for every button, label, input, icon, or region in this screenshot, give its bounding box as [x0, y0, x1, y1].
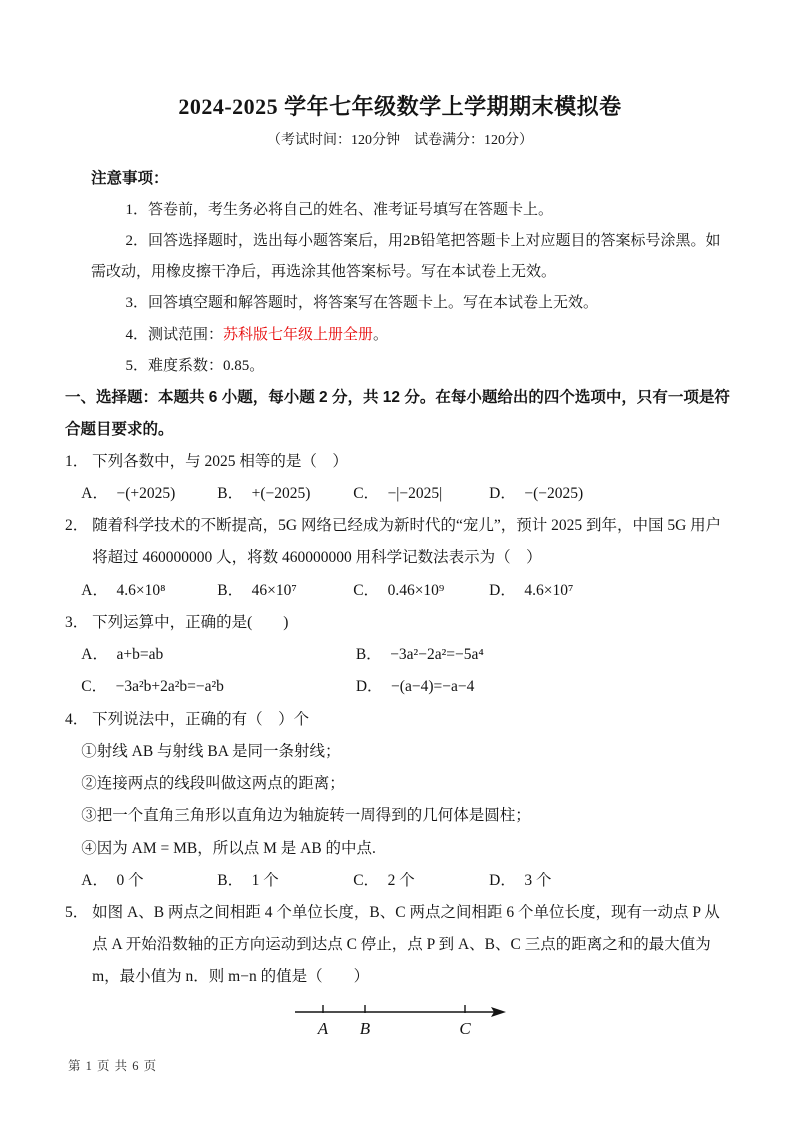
- option-text: −|−2025|: [387, 484, 443, 502]
- question-1: [65, 446, 735, 510]
- notice-item-5: 5．难度系数：0.85。: [125, 357, 265, 374]
- option-text: 1 个: [251, 871, 279, 889]
- option-text: 0 个: [116, 871, 144, 889]
- question-3-stem: 下列运算中，正确的是( ): [92, 613, 289, 631]
- point-label-c: C: [458, 1018, 471, 1038]
- question-5: [65, 897, 735, 1049]
- question-4-options: [65, 865, 735, 897]
- question-4: [65, 704, 735, 897]
- notice-item-2: 2．回答选择题时，选出每小题答案后，用2B铅笔把答题卡上对应题目的答案标号涂黑。如需改动，用橡皮擦干净后，再选涂其他答案标号。写在本试卷上无效。: [91, 232, 721, 281]
- option-text: 46×10⁷: [251, 581, 297, 599]
- question-3-option-a: [81, 639, 356, 671]
- option-text: −(−2025): [524, 484, 584, 502]
- option-text: a+b=ab: [116, 646, 164, 664]
- question-2-option-a: [81, 575, 217, 607]
- option-text: −3a²b+2a²b=−a²b: [115, 678, 224, 696]
- option-text: 2 个: [387, 871, 415, 889]
- option-label: A．: [81, 484, 108, 502]
- question-3-options-row-1: [65, 639, 735, 671]
- question-4-statement-1: ①射线 AB 与射线 BA 是同一条射线；: [81, 742, 341, 760]
- question-1-stem-row: [65, 446, 735, 478]
- question-4-option-d: [489, 865, 625, 897]
- question-3-number: 3．: [65, 613, 89, 631]
- question-3-option-c: [81, 671, 356, 703]
- notice-item-4-prefix: 4．测试范围：: [125, 326, 224, 343]
- question-1-stem: 下列各数中，与 2025 相等的是（ ）: [92, 452, 348, 470]
- exam-info: （考试时间：120分钟 试卷满分：120分）: [267, 133, 533, 148]
- option-label: A．: [81, 581, 108, 599]
- question-5-stem: 如图 A、B 两点之间相距 4 个单位长度，B、C 两点之间相距 6 个单位长度，现有一动点 P 从点 A 开始沿数轴的正方向运动到达点 C 停止，点 P 到 A、B、C 三点的距离之和的最大值为 m，最小值为 n．则 m−n 的值是（ ）: [92, 904, 720, 986]
- question-4-number: 4．: [65, 710, 89, 728]
- option-label: D．: [489, 484, 516, 502]
- question-1-options: [65, 478, 735, 510]
- question-1-option-a: [81, 478, 217, 510]
- option-text: −(a−4)=−a−4: [391, 678, 475, 696]
- notice-item-3: 3．回答填空题和解答题时，将答案写在答题卡上。写在本试卷上无效。: [125, 295, 599, 312]
- option-label: A．: [81, 871, 108, 889]
- question-5-diagram: [65, 998, 735, 1049]
- option-text: 4.6×10⁸: [116, 581, 166, 599]
- page-footer: 第 1 页 共 6 页: [68, 1059, 158, 1073]
- point-label-a: A: [317, 1018, 328, 1038]
- option-label: C．: [353, 484, 380, 502]
- notices-section: [91, 163, 735, 382]
- option-text: +(−2025): [251, 484, 311, 502]
- numberline-diagram: [293, 998, 508, 1044]
- notice-item-1: 1．答卷前，考生务必将自己的姓名、准考证号填写在答题卡上。: [125, 201, 554, 218]
- option-label: D．: [355, 678, 383, 696]
- question-4-statement-3: ③把一个直角三角形以直角边为轴旋转一周得到的几何体是圆柱；: [81, 807, 531, 825]
- question-3: [65, 607, 735, 704]
- question-2-option-b: [217, 575, 353, 607]
- notice-item-4-suffix: 。: [373, 326, 389, 343]
- question-4-statements: [65, 736, 735, 865]
- notice-item-4: [91, 320, 735, 351]
- notices-heading: 注意事项：: [91, 170, 169, 187]
- option-label: C．: [353, 581, 380, 599]
- option-text: −(+2025): [116, 484, 176, 502]
- question-1-number: 1．: [65, 452, 89, 470]
- question-4-stem-row: [65, 704, 735, 736]
- option-text: 0.46×10⁹: [387, 581, 445, 599]
- question-3-stem-row: [65, 607, 735, 639]
- question-4-option-b: [217, 865, 353, 897]
- question-2-number: 2．: [65, 517, 89, 535]
- question-5-stem-row: [65, 897, 735, 994]
- question-1-option-d: [489, 478, 625, 510]
- option-label: B．: [217, 581, 244, 599]
- option-label: B．: [355, 646, 382, 664]
- question-2-stem: 随着科学技术的不断提高，5G 网络已经成为新时代的“宠儿”，预计 2025 到年，中国 5G 用户将超过 460000000 人，将数 460000000 用科学记数法表示为（ ）: [92, 517, 722, 567]
- option-label: A．: [81, 646, 108, 664]
- option-label: B．: [217, 484, 244, 502]
- notice-item-4-scope: 苏科版七年级上册全册: [223, 326, 374, 343]
- question-2-stem-row: [65, 510, 735, 574]
- option-label: B．: [217, 871, 244, 889]
- question-4-option-a: [81, 865, 217, 897]
- question-4-stem: 下列说法中，正确的有（ ）个: [92, 710, 310, 728]
- section-1-heading: 一、选择题：本题共 6 小题，每小题 2 分，共 12 分。在每小题给出的四个选项中，只有一项是符合题目要求的。: [65, 388, 730, 438]
- question-1-option-b: [217, 478, 353, 510]
- option-label: C．: [81, 678, 108, 696]
- question-4-statement-4: ④因为 AM = MB，所以点 M 是 AB 的中点.: [81, 839, 376, 857]
- option-text: 3 个: [524, 871, 552, 889]
- question-4-statement-2: ②连接两点的线段叫做这两点的距离；: [81, 775, 345, 793]
- question-4-option-c: [353, 865, 489, 897]
- question-2-option-c: [353, 575, 489, 607]
- question-5-number: 5．: [65, 904, 89, 922]
- option-text: 4.6×10⁷: [524, 581, 574, 599]
- point-label-b: B: [359, 1018, 370, 1038]
- question-2-option-d: [489, 575, 625, 607]
- question-3-option-b: [356, 639, 631, 671]
- option-label: D．: [489, 581, 516, 599]
- question-2-options: [65, 575, 735, 607]
- option-label: D．: [489, 871, 516, 889]
- option-label: C．: [353, 871, 380, 889]
- page-title: 2024-2025 学年七年级数学上学期期末模拟卷: [178, 94, 622, 119]
- question-3-options-row-2: [65, 671, 735, 703]
- question-3-option-d: [356, 671, 631, 703]
- question-2: [65, 510, 735, 607]
- option-text: −3a²−2a²=−5a⁴: [390, 646, 484, 664]
- question-1-option-c: [353, 478, 489, 510]
